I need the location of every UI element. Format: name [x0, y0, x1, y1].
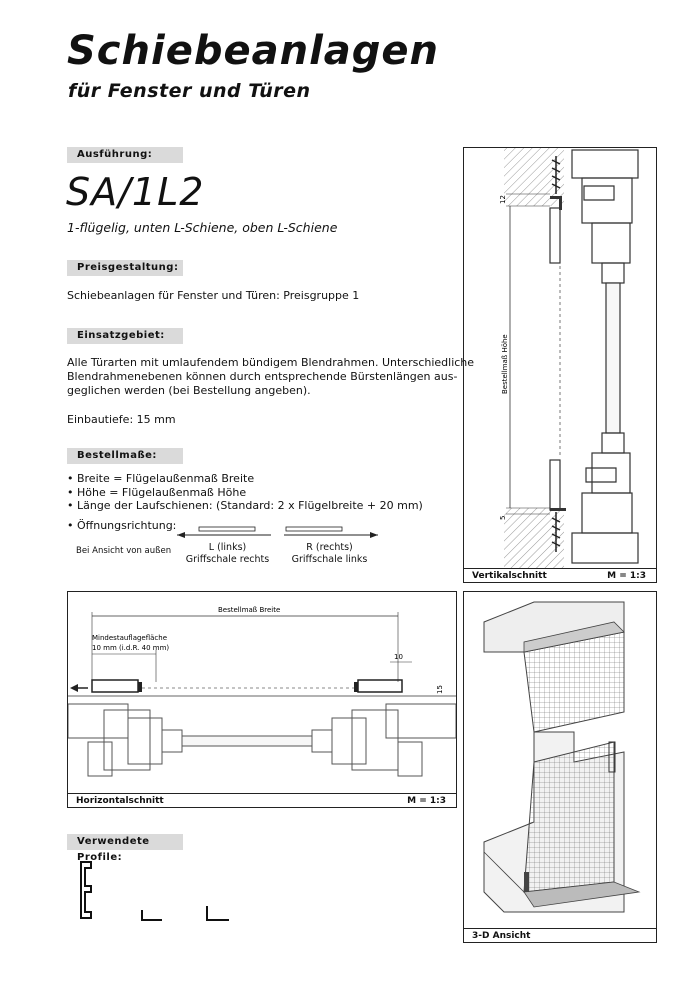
dim-bottom-label: 5: [499, 515, 507, 520]
horizontal-section-drawing: [68, 592, 456, 792]
ansicht-label: Bei Ansicht von außen: [76, 546, 172, 556]
section-label-einsatzgebiet: Einsatzgebiet:: [67, 328, 183, 344]
einsatz-line-2: Blendrahmenebenen können durch entsprechende Bürstenlängen aus-: [67, 370, 458, 383]
vertical-section-panel: [463, 147, 657, 583]
oeffnungsrichtung-label: • Öffnungsrichtung:: [67, 519, 177, 532]
einsatz-line-1: Alle Türarten mit umlaufendem bündigem Blendrahmen. Unterschiedliche: [67, 356, 475, 369]
min-value: 10 mm (i.d.R. 40 mm): [92, 644, 170, 652]
section-label-ausfuehrung: Ausführung:: [67, 147, 183, 163]
view-3d-drawing: [464, 592, 656, 928]
list-item: • Länge der Laufschienen: (Standard: 2 x Flügelbreite + 20 mm): [67, 499, 423, 512]
section-label-bestellmasse: Bestellmaße:: [67, 448, 183, 464]
preis-text: Schiebeanlagen für Fenster und Türen: Preisgruppe 1: [67, 289, 360, 302]
dim-top-label: 12: [499, 195, 507, 204]
horizontal-section-panel: [67, 591, 457, 808]
page-subtitle: für Fenster und Türen: [68, 80, 311, 102]
dim-10-label: 10: [394, 653, 403, 661]
section-label-preisgestaltung: Preisgestaltung:: [67, 260, 183, 276]
model-code: SA/1L2: [66, 170, 205, 214]
direction-right-caption: R (rechts) Griffschale links: [291, 542, 368, 565]
bestell-list: [67, 472, 423, 513]
page-title: Schiebeanlagen: [67, 28, 440, 74]
profile-drawings: [67, 858, 247, 928]
horizontal-caption: Horizontalschnitt M = 1:3: [68, 793, 456, 807]
view-3d-caption: 3-D Ansicht: [464, 928, 656, 942]
dim-15-label: 15: [436, 685, 444, 694]
einsatz-text: [67, 356, 474, 398]
vertical-section-drawing: [464, 148, 656, 568]
list-item: • Höhe = Flügelaußenmaß Höhe: [67, 485, 247, 499]
vertical-caption: Vertikalschnitt M = 1:3: [464, 568, 656, 582]
height-label: Bestellmaß Höhe: [501, 334, 509, 394]
direction-left-caption: L (links) Griffschale rechts: [185, 542, 270, 565]
model-description: 1-flügelig, unten L-Schiene, oben L-Schiene: [67, 220, 338, 235]
min-label: Mindestauflagefläche: [92, 634, 168, 642]
direction-left-diagram: [175, 524, 275, 540]
width-label: Bestellmaß Breite: [218, 606, 281, 614]
direction-right-diagram: [282, 524, 382, 540]
view-3d-panel: [463, 591, 657, 943]
list-item: • Breite = Flügelaußenmaß Breite: [67, 472, 255, 485]
einsatz-line-3: geglichen werden (bei Bestellung angeben).: [67, 384, 311, 397]
einbautiefe: Einbautiefe: 15 mm: [67, 413, 176, 426]
section-label-profile: Verwendete Profile:: [67, 834, 183, 850]
